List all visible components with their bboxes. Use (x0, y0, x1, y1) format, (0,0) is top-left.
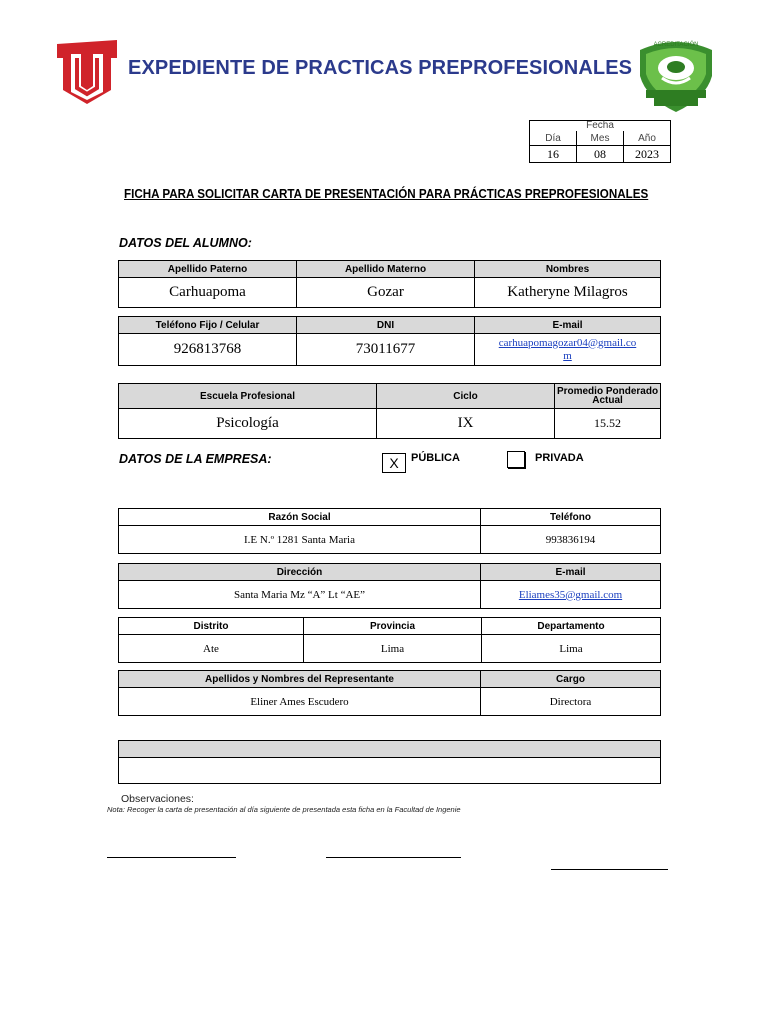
blank-table-cell[interactable] (119, 758, 661, 784)
blank-table-header (119, 741, 661, 758)
dni-value: 73011677 (297, 334, 475, 366)
last-name-father-value: Carhuapoma (119, 278, 297, 308)
footer-note: Nota: Recoger la carta de presentación al día siguiente de presentada esta ficha en la Facultad de Ingenie (107, 805, 461, 814)
position-value: Directora (481, 688, 661, 716)
public-label: PÚBLICA (411, 452, 460, 464)
student-academic-table (118, 383, 661, 439)
phone-value: 926813768 (119, 334, 297, 366)
cycle-value: IX (377, 409, 555, 439)
district-header: Distrito (119, 618, 304, 635)
day-label: Día (530, 131, 577, 146)
company-email-link[interactable]: Eliames35@gmail.com (518, 588, 623, 601)
company-name-header: Razón Social (119, 509, 481, 526)
student-contact-table (118, 316, 661, 366)
representative-header: Apellidos y Nombres del Representante (119, 671, 481, 688)
district-value: Ate (119, 635, 304, 663)
department-value: Lima (482, 635, 661, 663)
company-address-table (118, 563, 661, 609)
date-label: Fecha (530, 121, 671, 132)
signature-line-3 (551, 869, 668, 870)
student-email-value[interactable] (475, 334, 661, 366)
student-names-table (118, 260, 661, 308)
student-email-line1[interactable]: carhuapomagozar04@gmail.co (498, 336, 637, 349)
representative-value: Eliner Ames Escudero (119, 688, 481, 716)
department-header: Departamento (482, 618, 661, 635)
last-name-father-header: Apellido Paterno (119, 261, 297, 278)
company-email-value[interactable] (481, 581, 661, 609)
company-name-table (118, 508, 661, 554)
student-email-header: E-mail (475, 317, 661, 334)
month-value: 08 (577, 146, 624, 163)
public-checkbox[interactable]: X (382, 453, 406, 473)
blank-table (118, 740, 661, 784)
signature-line-1 (107, 857, 236, 858)
address-value: Santa Maria Mz “A” Lt “AE” (119, 581, 481, 609)
dni-header: DNI (297, 317, 475, 334)
province-header: Provincia (304, 618, 482, 635)
month-label: Mes (577, 131, 624, 146)
phone-header: Teléfono Fijo / Celular (119, 317, 297, 334)
page-header-title: EXPEDIENTE DE PRACTICAS PREPROFESIONALES (128, 57, 633, 79)
company-phone-value: 993836194 (481, 526, 661, 554)
accreditation-badge-icon (636, 36, 716, 114)
university-logo (55, 40, 119, 106)
company-phone-header: Teléfono (481, 509, 661, 526)
last-name-mother-value: Gozar (297, 278, 475, 308)
school-value: Psicología (119, 409, 377, 439)
province-value: Lima (304, 635, 482, 663)
private-label: PRIVADA (535, 452, 584, 464)
position-header: Cargo (481, 671, 661, 688)
cycle-header: Ciclo (377, 384, 555, 409)
student-email-line2[interactable]: m (563, 349, 572, 362)
form-title: FICHA PARA SOLICITAR CARTA DE PRESENTACIÓN PARA PRÁCTICAS PREPROFESIONALES (124, 187, 649, 201)
company-name-value: I.E N.º 1281 Santa Maria (119, 526, 481, 554)
last-name-mother-header: Apellido Materno (297, 261, 475, 278)
year-value: 2023 (624, 146, 671, 163)
school-header: Escuela Profesional (119, 384, 377, 409)
private-checkbox[interactable] (507, 451, 525, 468)
student-section-label: DATOS DEL ALUMNO: (119, 236, 252, 250)
company-email-header: E-mail (481, 564, 661, 581)
names-value: Katheryne Milagros (475, 278, 661, 308)
names-header: Nombres (475, 261, 661, 278)
company-section-label: DATOS DE LA EMPRESA: (119, 452, 272, 466)
signature-line-2 (326, 857, 461, 858)
gpa-header: Promedio Ponderado Actual (555, 384, 661, 409)
observations-label: Observaciones: (121, 793, 194, 805)
day-value: 16 (530, 146, 577, 163)
company-location-table (118, 617, 661, 663)
badge-top-text: ACREDITACIÓN (653, 42, 699, 48)
address-header: Dirección (119, 564, 481, 581)
company-representative-table (118, 670, 661, 716)
date-table (529, 120, 671, 163)
year-label: Año (624, 131, 671, 146)
gpa-value: 15.52 (555, 409, 661, 439)
